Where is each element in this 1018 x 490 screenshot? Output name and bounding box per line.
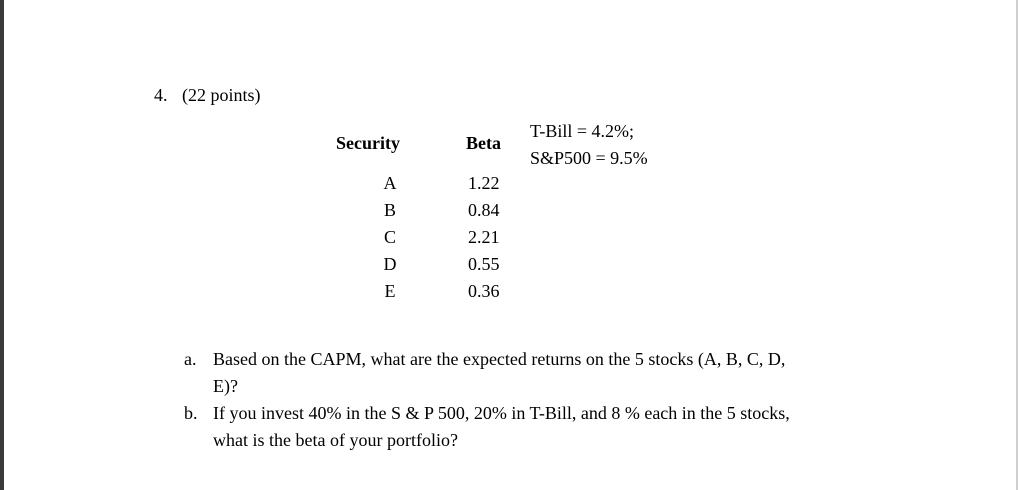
part-b-label: b. [184, 403, 198, 423]
beta-header: Beta [466, 133, 501, 153]
part-a-label: a. [184, 349, 197, 369]
beta-cell: 0.55 [468, 254, 500, 274]
tbill-rate: T-Bill = 4.2%; [530, 121, 634, 141]
security-cell: D [383, 254, 397, 274]
security-cell: A [383, 173, 397, 193]
beta-cell: 1.22 [468, 173, 500, 193]
question-points: (22 points) [182, 85, 261, 105]
beta-cell: 2.21 [468, 227, 500, 247]
part-b-text-line2: what is the beta of your portfolio? [213, 430, 458, 450]
part-b-text-line1: If you invest 40% in the S & P 500, 20% in T-Bill, and 8 % each in the 5 stocks, [213, 403, 790, 423]
security-cell: C [383, 227, 396, 247]
security-cell: E [384, 281, 396, 301]
beta-cell: 0.36 [468, 281, 500, 301]
question-number: 4. [154, 85, 168, 105]
part-a-text-line1: Based on the CAPM, what are the expected returns on the 5 stocks (A, B, C, D, [213, 349, 786, 369]
beta-cell: 0.84 [468, 200, 500, 220]
security-cell: B [383, 200, 396, 220]
sp500-rate: S&P500 = 9.5% [530, 148, 648, 168]
part-a-text-line2: E)? [213, 376, 238, 396]
security-header: Security [336, 133, 400, 153]
document-page [4, 0, 1016, 490]
